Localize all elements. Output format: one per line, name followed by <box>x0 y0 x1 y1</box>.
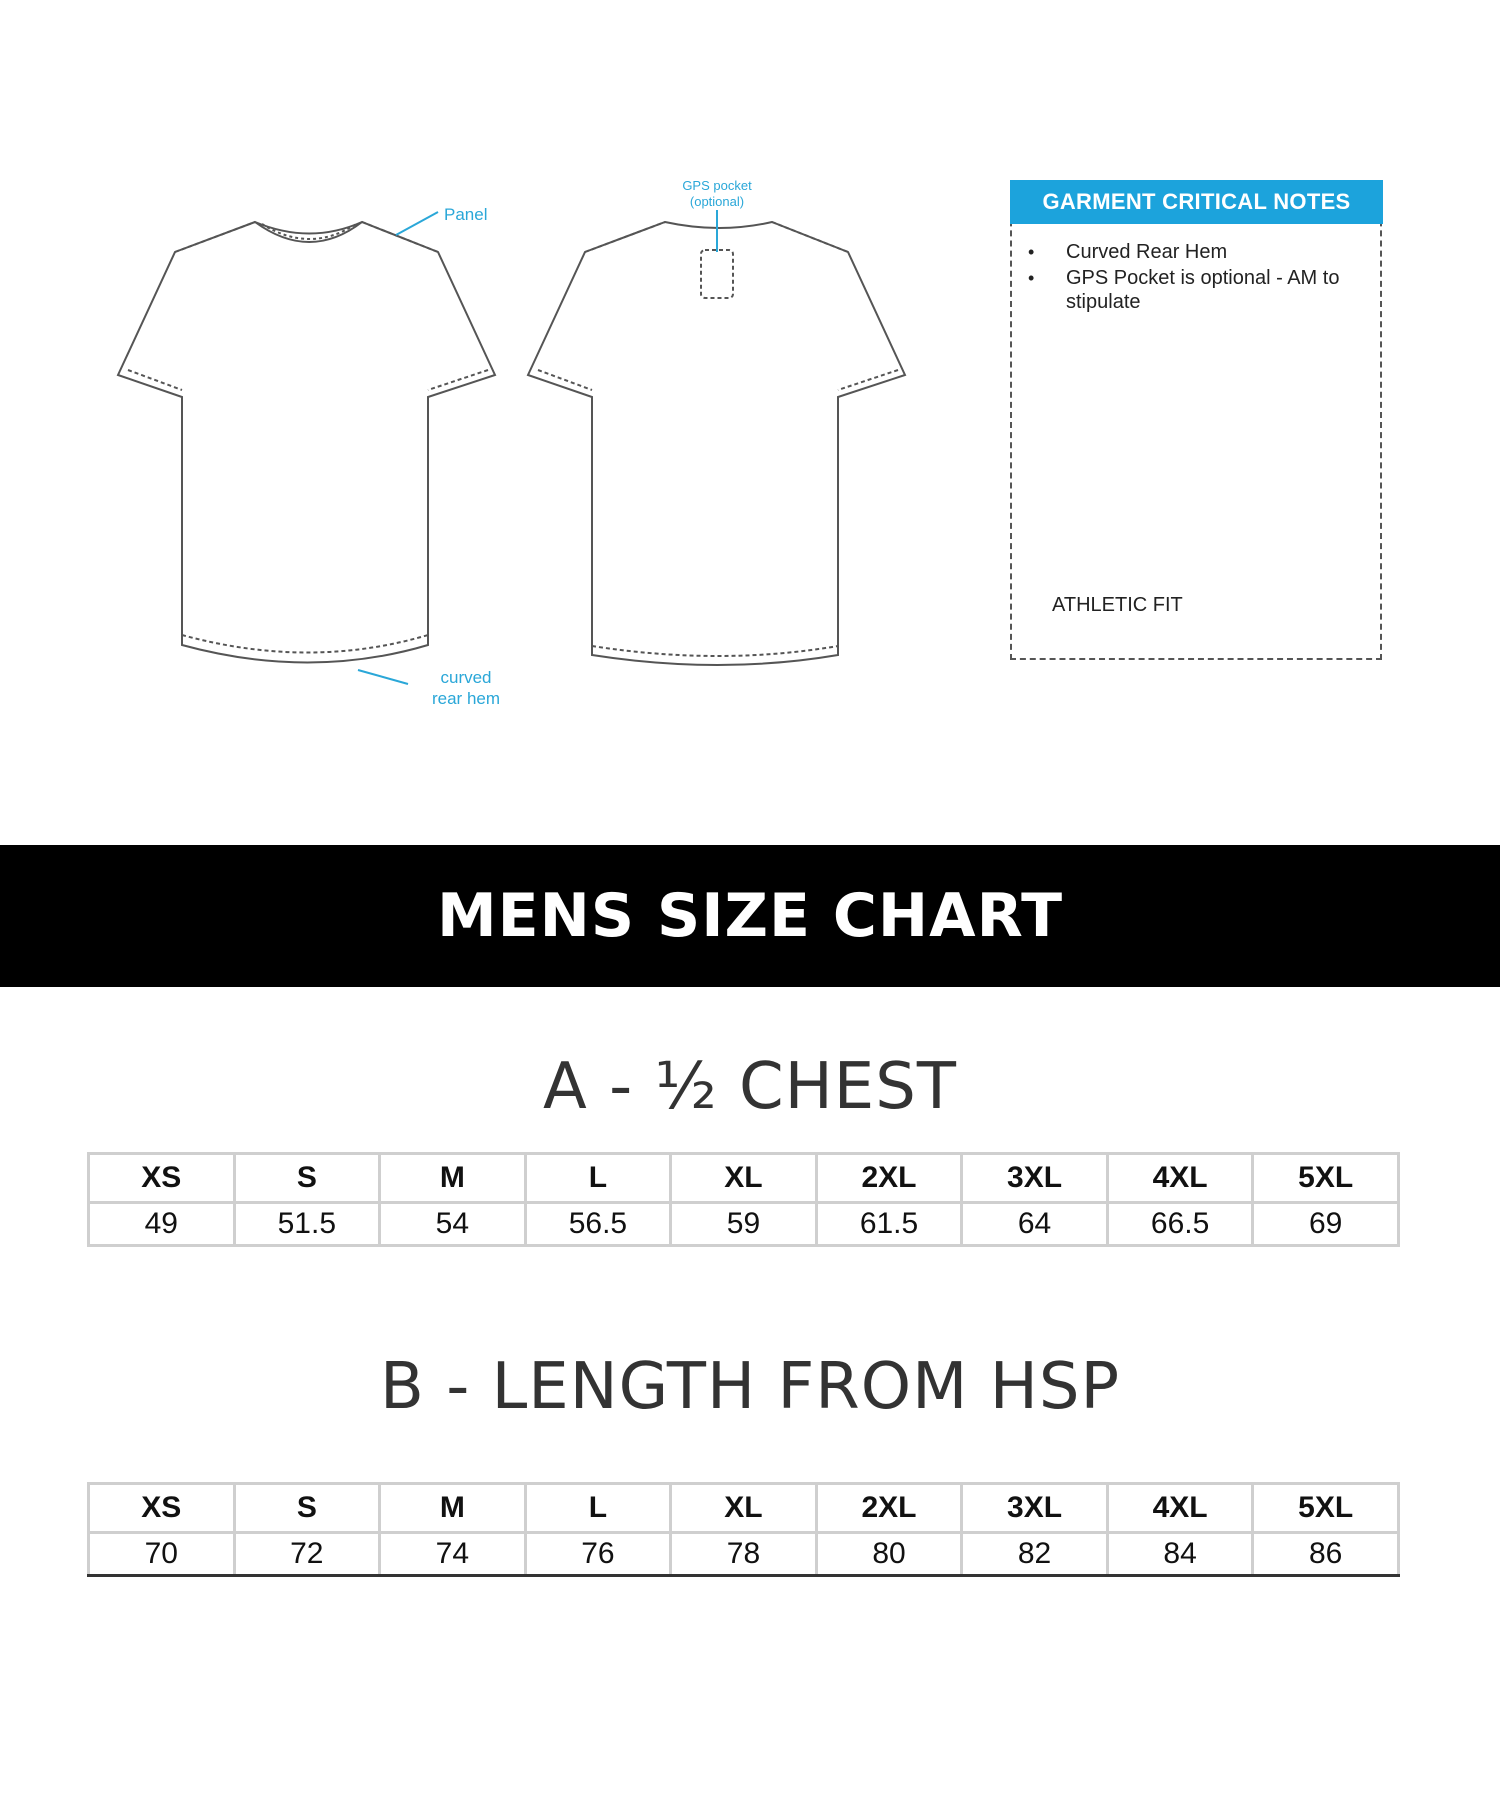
size-m: M <box>380 1484 526 1533</box>
hem-pointer-line <box>356 668 412 688</box>
size-l: L <box>525 1154 671 1203</box>
chest-section-title: A - ½ CHEST <box>543 1050 957 1124</box>
chest-size-table <box>87 1152 1400 1247</box>
length-value: 70 <box>89 1533 235 1576</box>
chest-value: 59 <box>671 1203 817 1246</box>
hem-callout-line1: curved <box>440 668 492 687</box>
length-value: 72 <box>234 1533 380 1576</box>
size-3xl: 3XL <box>962 1484 1108 1533</box>
size-xl: XL <box>671 1484 817 1533</box>
tshirt-front-sketch <box>110 200 510 680</box>
chest-value: 54 <box>380 1203 526 1246</box>
panel-callout: Panel <box>444 205 488 224</box>
size-header-row <box>89 1484 1399 1533</box>
size-2xl: 2XL <box>816 1154 962 1203</box>
note-item: • GPS Pocket is optional - AM to stipulate <box>1028 266 1373 314</box>
size-xs: XS <box>89 1484 235 1533</box>
size-s: S <box>234 1484 380 1533</box>
length-value: 74 <box>380 1533 526 1576</box>
size-m: M <box>380 1154 526 1203</box>
length-value: 82 <box>962 1533 1108 1576</box>
chest-value: 51.5 <box>234 1203 380 1246</box>
chest-value: 66.5 <box>1107 1203 1253 1246</box>
length-value: 78 <box>671 1533 817 1576</box>
size-s: S <box>234 1154 380 1203</box>
size-chart-banner: MENS SIZE CHART <box>0 845 1500 987</box>
size-5xl: 5XL <box>1253 1154 1399 1203</box>
chest-value: 56.5 <box>525 1203 671 1246</box>
size-5xl: 5XL <box>1253 1484 1399 1533</box>
size-2xl: 2XL <box>816 1484 962 1533</box>
size-3xl: 3XL <box>962 1154 1108 1203</box>
length-size-table <box>87 1482 1400 1577</box>
length-value: 86 <box>1253 1533 1399 1576</box>
size-xl: XL <box>671 1154 817 1203</box>
size-4xl: 4XL <box>1107 1484 1253 1533</box>
size-4xl: 4XL <box>1107 1154 1253 1203</box>
size-l: L <box>525 1484 671 1533</box>
garment-notes-header: GARMENT CRITICAL NOTES <box>1010 180 1383 224</box>
panel-pointer-line <box>394 208 444 238</box>
length-value: 76 <box>525 1533 671 1576</box>
gps-callout-line2: (optional) <box>689 194 745 209</box>
gps-callout-line1: GPS pocket <box>682 178 752 193</box>
chest-value: 64 <box>962 1203 1108 1246</box>
length-section-title: B - LENGTH FROM HSP <box>379 1350 1121 1424</box>
size-xs: XS <box>89 1154 235 1203</box>
fit-label: ATHLETIC FIT <box>1052 594 1183 616</box>
length-value-row <box>89 1533 1399 1576</box>
garment-notes-list <box>1028 240 1373 316</box>
tshirt-back-sketch <box>520 200 920 680</box>
chest-value-row <box>89 1203 1399 1246</box>
chest-value: 49 <box>89 1203 235 1246</box>
chest-value: 61.5 <box>816 1203 962 1246</box>
chest-value: 69 <box>1253 1203 1399 1246</box>
note-item: • Curved Rear Hem <box>1028 240 1373 264</box>
length-value: 80 <box>816 1533 962 1576</box>
hem-callout-line2: rear hem <box>431 689 501 708</box>
length-value: 84 <box>1107 1533 1253 1576</box>
gps-pocket-outline <box>701 250 733 298</box>
size-header-row <box>89 1154 1399 1203</box>
